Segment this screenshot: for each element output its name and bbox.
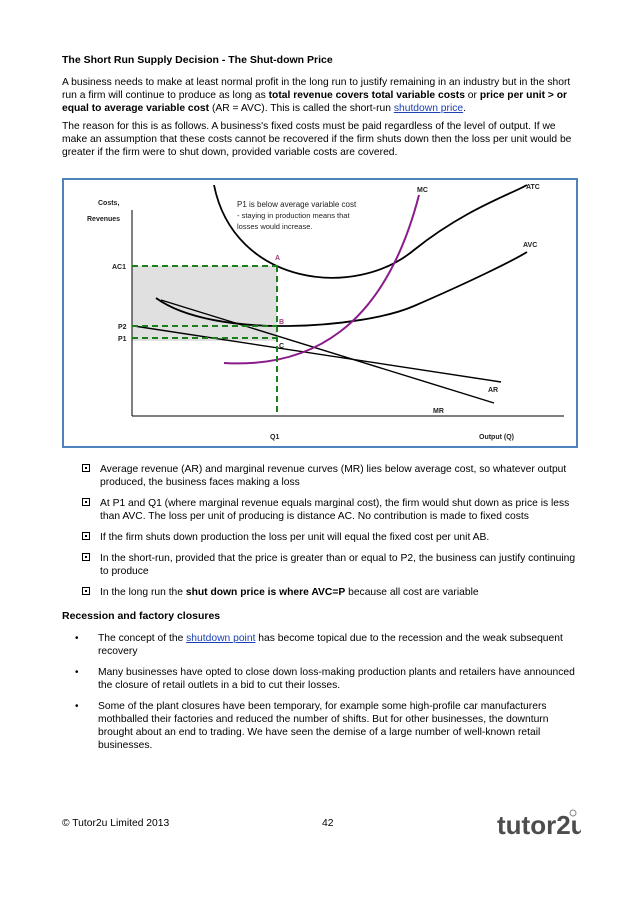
point-c-label: C	[279, 343, 285, 350]
list-item	[82, 586, 582, 599]
annotation-line-2: - staying in production means that	[237, 211, 350, 220]
shutdown-price-link[interactable]: shutdown price	[393, 103, 464, 114]
mc-label: MC	[417, 187, 428, 194]
text: A business needs to make at least normal profit in the long run to justify remaining in an industry but in the short run a firm will continue to produce as long as	[62, 77, 571, 101]
chart-frame	[62, 178, 578, 448]
ar-line	[134, 326, 501, 382]
p2-label: P2	[118, 324, 127, 331]
list-item-text: At P1 and Q1 (where marginal revenue equals marginal cost), the firm would shut down as price is less than AVC. The loss per unit of producing is distance AC. No contribution is made to fixed costs	[100, 498, 570, 522]
mr-line	[161, 300, 494, 403]
checkbox-bullet-icon	[82, 464, 90, 472]
checkbox-bullet-icon	[82, 498, 90, 506]
footer-copyright: © Tutor2u Limited 2013	[62, 818, 170, 829]
page-title: The Short Run Supply Decision - The Shut-down Price	[62, 54, 333, 66]
list-item	[75, 632, 580, 658]
q1-label: Q1	[270, 434, 280, 441]
text: (AR = AVC). This is called the short-run	[209, 103, 394, 114]
text-bold: price per unit > or equal to average variable cost	[62, 90, 568, 114]
ar-label: AR	[488, 387, 499, 394]
atc-label: ATC	[526, 184, 540, 191]
text: In the long run the	[100, 587, 186, 598]
list-item-text: Average revenue (AR) and marginal revenue curves (MR) lies below average cost, so whatever output produced, the business faces making a loss	[100, 464, 567, 488]
p1-label: P1	[118, 336, 127, 343]
list-item: • Some of the plant closures have been temporary, for example some high-profile car manufacturers mothballed their factories and reduced the number of shifts. But for other businesses, the downturn brought about an end to trading. We have seen the demise of a large number of well-known retail businesses.	[75, 700, 580, 752]
y-label-revenues: Revenues	[87, 216, 121, 223]
text: because all cost are variable	[345, 587, 479, 598]
list-item	[82, 531, 582, 544]
mr-label: MR	[433, 408, 444, 415]
shutdown-point-link[interactable]: shutdown point	[186, 633, 256, 644]
text: has become topical due to the recession and the weak subsequent recovery	[98, 633, 563, 657]
bullet-list	[75, 632, 580, 760]
text: The concept of the	[98, 633, 187, 644]
text-bold: shut down price is where AVC=P	[185, 587, 346, 598]
page-number: 42	[322, 818, 334, 829]
atc-curve	[214, 185, 527, 278]
list-item	[82, 552, 582, 578]
checkbox-bullet-icon	[82, 532, 90, 540]
list-item-text: In the short-run, provided that the price is greater than or equal to P2, the business can justify continuing to produce	[100, 553, 576, 577]
ac1-label: AC1	[112, 264, 127, 271]
list-item: • Many businesses have opted to close down loss-making production plants and retailers have announced the closure of retail outlets in a bid to cut their losses.	[75, 666, 580, 692]
logo-text: tutor2u	[497, 810, 581, 840]
text: .	[463, 103, 466, 114]
point-b-label: B	[279, 319, 285, 326]
x-axis-label: Output (Q)	[479, 434, 514, 441]
shutdown-diagram	[64, 180, 576, 446]
text-bold: total revenue covers total variable costs	[268, 90, 465, 101]
reason-paragraph: The reason for this is as follows. A business's fixed costs must be paid regardless of the level of output. If we make an assumption that these costs cannot be recovered if the firm shuts down then the loss per unit would be greater if the firm were to shut down, provided variable costs are covered.	[62, 121, 572, 158]
list-item	[82, 497, 582, 523]
point-a-label: A	[275, 255, 281, 262]
text: or	[464, 90, 480, 101]
checkbox-bullet-icon	[82, 553, 90, 561]
checkbox-bullet-icon	[82, 587, 90, 595]
document-body	[62, 54, 582, 164]
tutor2u-logo	[497, 806, 581, 847]
list-item	[82, 463, 582, 489]
section-heading: Recession and factory closures	[62, 610, 221, 622]
intro-paragraph	[62, 76, 582, 115]
annotation-line-1: P1 is below average variable cost	[237, 200, 357, 209]
y-label-costs: Costs,	[98, 200, 120, 207]
avc-label: AVC	[523, 242, 538, 249]
checkbox-list	[82, 463, 582, 607]
annotation-line-3: losses would increase.	[237, 222, 313, 231]
list-item-text: If the firm shuts down production the loss per unit will equal the fixed cost per unit AB.	[100, 532, 490, 543]
